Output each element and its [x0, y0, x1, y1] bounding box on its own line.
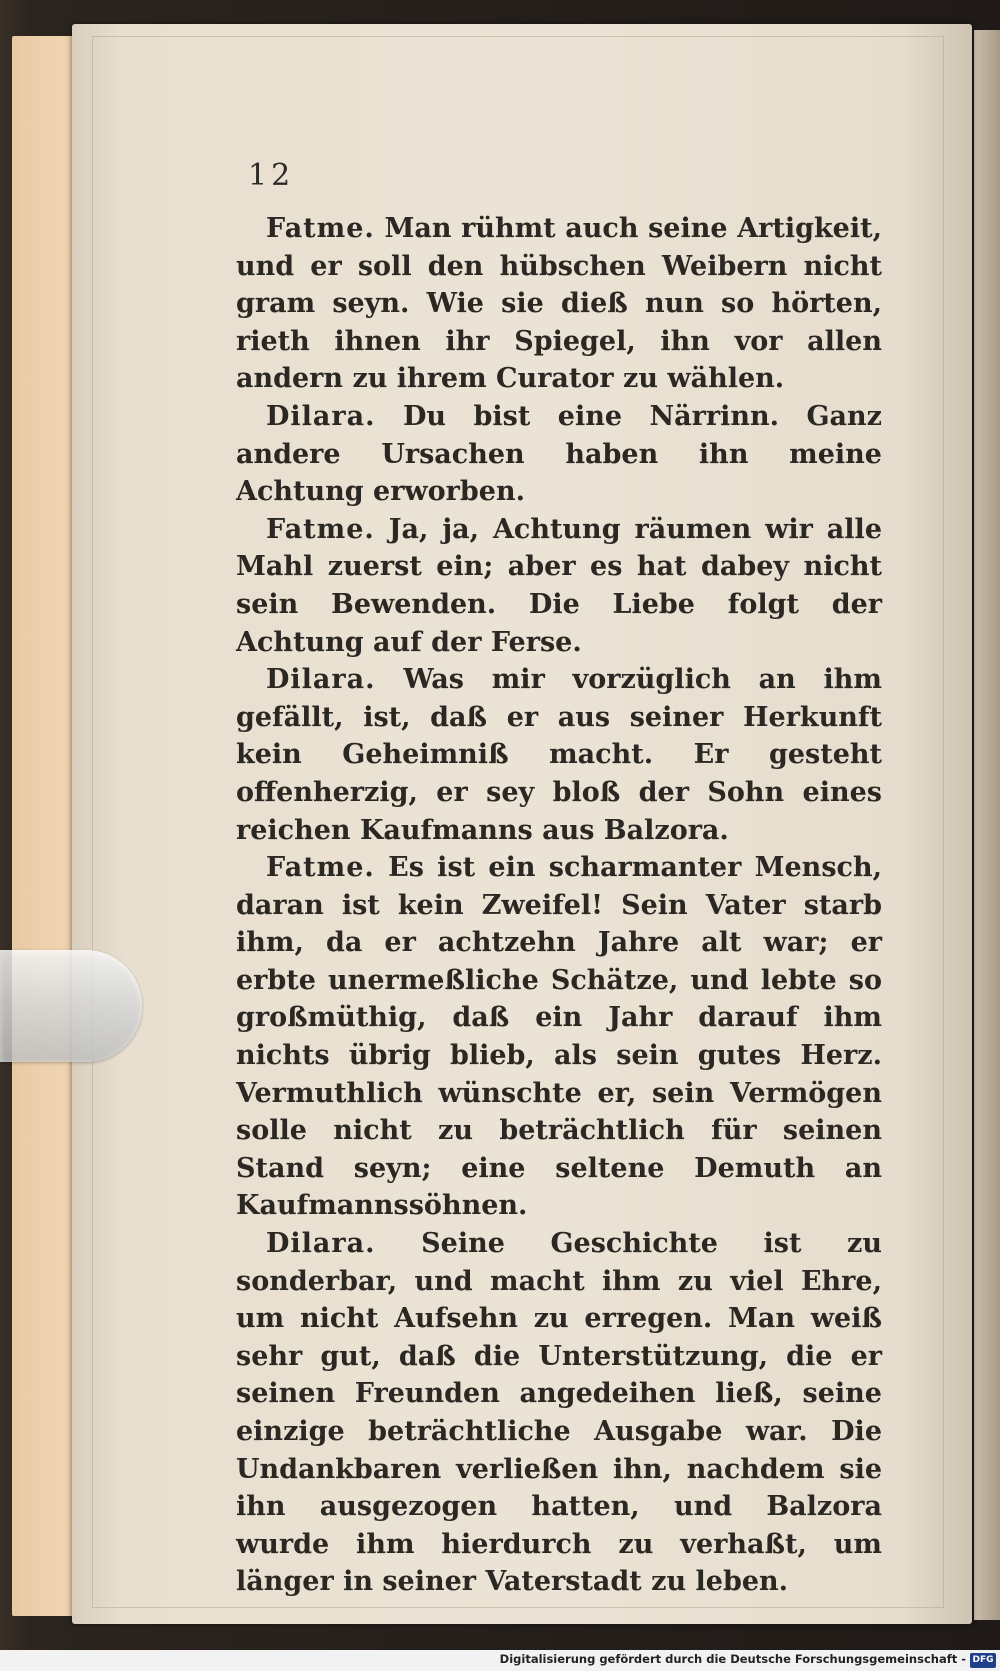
paragraph-text: Man rühmt auch seine Artigkeit, und er soll den hübschen Weibern nicht gram seyn. Wie sie dieß nun so hörten, rieth ihnen ihr Spiegel, ihn vor allen andern zu ihrem Curator zu wählen. — [236, 213, 882, 395]
speaker-name: Fatme. — [266, 852, 375, 884]
paragraph — [236, 661, 882, 849]
paragraph — [236, 1225, 882, 1601]
paragraph-text: Du bist eine Närrinn. Ganz andere Ursachen haben ihn meine Achtung erworben. — [236, 400, 882, 508]
paragraph — [236, 511, 882, 661]
speaker-name: Dilara. — [266, 400, 376, 432]
page-number: 12 — [248, 158, 295, 193]
plastic-page-clip — [0, 950, 142, 1062]
paragraph-text: Seine Geschichte ist zu sonderbar, und macht ihm zu viel Ehre, um nicht Aufsehn zu erregen. Man weiß sehr gut, daß die Unterstützung, die er seinen Freunden angedeihen ließ, seine einzige beträchtliche Ausgabe war. Die Undankbaren verließen ihn, nachdem sie ihn ausgezogen hatten, und Balzora wurde ihm hierdurch zu verhaßt, um länger in seiner Vaterstadt zu leben. — [236, 1228, 882, 1598]
dfg-logo[interactable]: DFG — [970, 1653, 996, 1668]
speaker-name: Dilara. — [266, 1228, 376, 1260]
paragraph — [236, 398, 882, 511]
paragraph — [236, 210, 882, 398]
paragraph-text: Was mir vorzüglich an ihm gefällt, ist, daß er aus seiner Herkunft kein Geheimniß macht. Er gesteht offenherzig, er sey bloß der Sohn eines reichen Kaufmanns aus Balzora. — [236, 664, 882, 846]
speaker-name: Dilara. — [266, 664, 376, 696]
page-text — [236, 210, 882, 1601]
paragraph-text: Ja, ja, Achtung räumen wir alle Mahl zuerst ein; aber es hat dabey nicht sein Bewenden. Die Liebe folgt der Achtung auf der Ferse. — [236, 513, 882, 658]
paragraph — [236, 849, 882, 1225]
footer-bar — [0, 1650, 1000, 1671]
speaker-name: Fatme. — [266, 513, 375, 545]
speaker-name: Fatme. — [266, 213, 375, 244]
page-stack-edge — [974, 30, 1000, 1620]
paragraph-text: Es ist ein scharmanter Mensch, daran ist kein Zweifel! Sein Vater starb ihm, da er achtzehn Jahre alt war; er erbte unermeßliche Schätze, und lebte so großmüthig, daß ein Jahr darauf ihm nichts übrig blieb, als sein gutes Herz. Vermuthlich wünschte er, sein Vermögen solle nicht zu beträchtlich für seinen Stand seyn; eine seltene Demuth an Kaufmannssöhnen. — [236, 852, 882, 1222]
digitization-credit: Digitalisierung gefördert durch die Deutsche Forschungsgemeinschaft - — [499, 1652, 966, 1666]
